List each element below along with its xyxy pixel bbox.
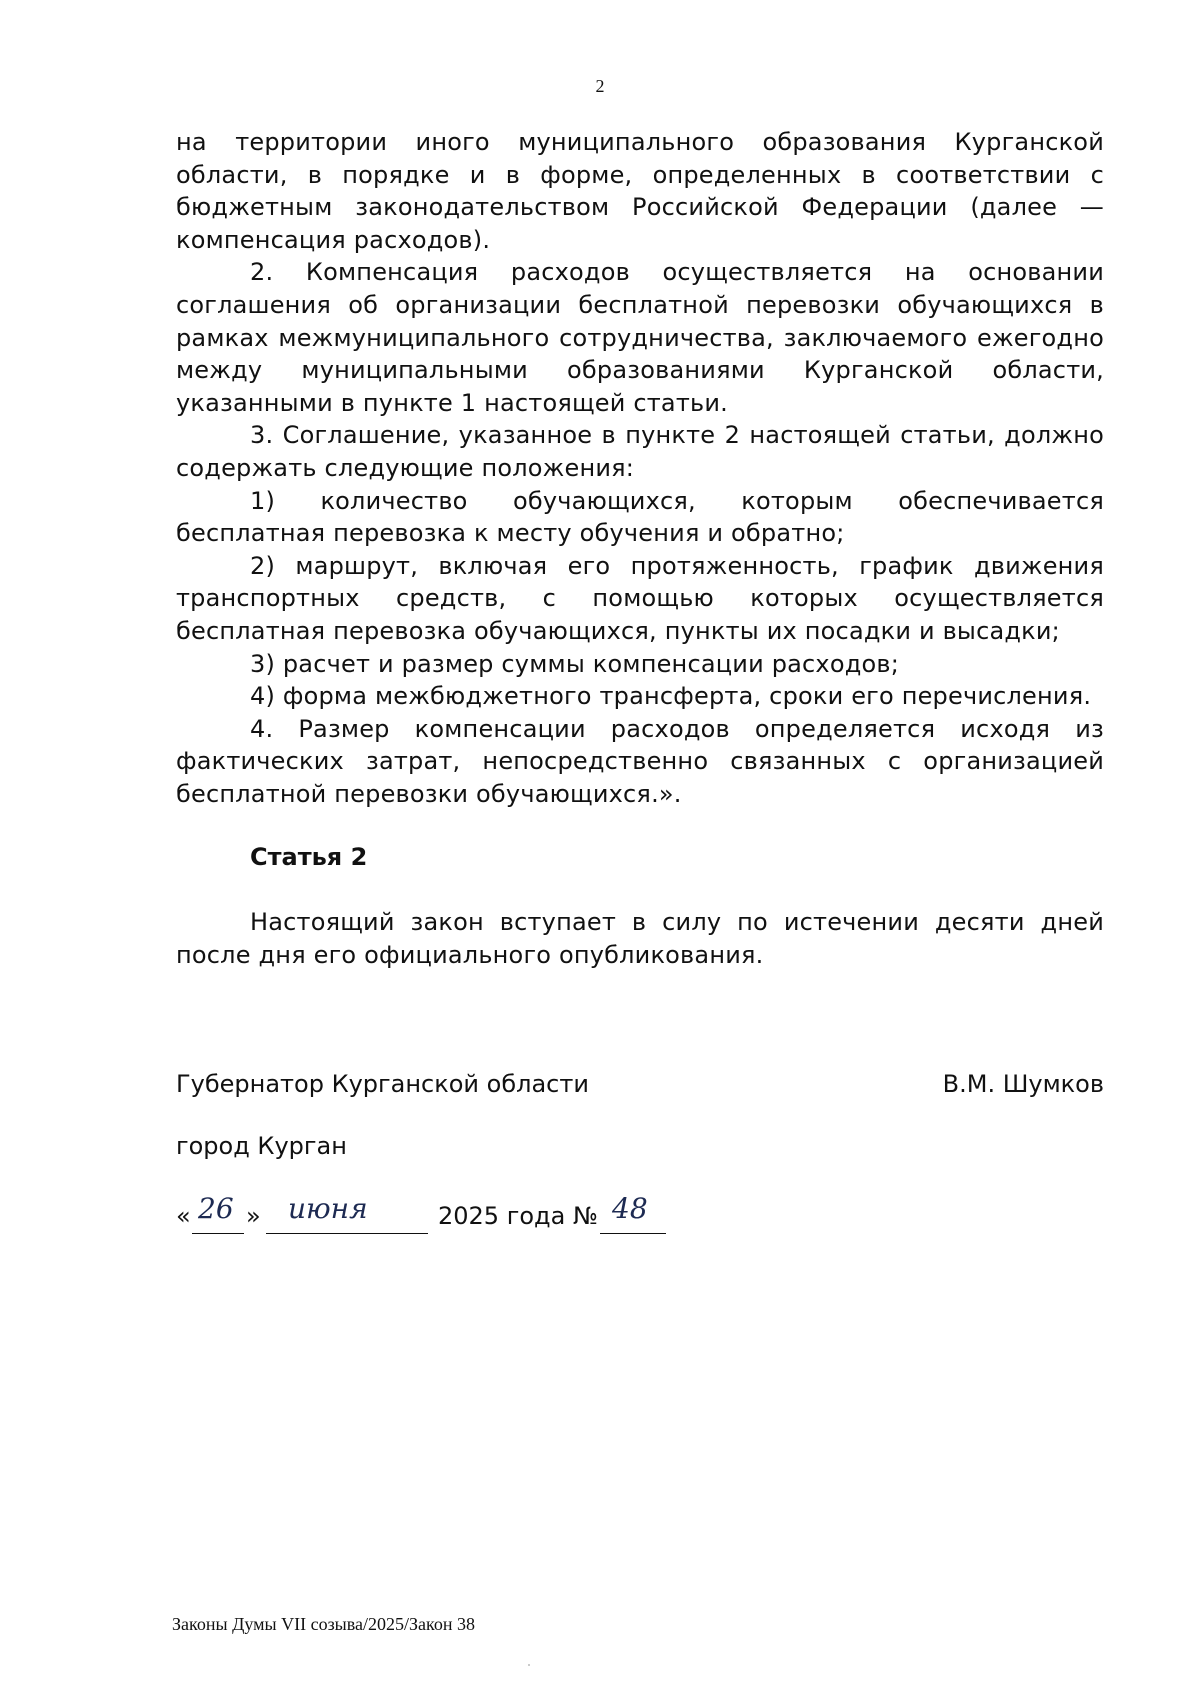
footer-reference: Законы Думы VII созыва/2025/Закон 38 [172,1614,475,1634]
month-underline [266,1233,428,1234]
article-heading: Статья 2 [250,843,368,871]
handwritten-number: 48 [612,1192,648,1225]
article-text [176,906,1104,971]
list-item: 4) форма межбюджетного трансферта, сроки его перечисления. [250,682,1092,711]
close-quote: » [246,1202,261,1230]
year-label: 2025 года № [438,1202,598,1230]
paragraph: 3. Соглашение, указанное в пункте 2 настоящей статьи, должно содержать следующие положения: [176,421,1104,482]
list-item: 1) количество обучающихся, которым обеспечивается бесплатная перевозка к месту обучения и обратно; [176,486,1104,548]
number-underline [600,1233,666,1234]
paragraph: на территории иного муниципального образования Курганской области, в порядке и в форме, определенных в соответствии с бюджетным законодательством Российской Федерации (далее — компенсация расходов). [176,128,1104,254]
open-quote: « [176,1202,191,1230]
article-1-continuation [176,126,1104,810]
handwritten-month: июня [288,1192,368,1225]
city-line: город Курган [176,1132,347,1160]
signatory-position: Губернатор Курганской области [176,1070,589,1098]
signatory-name: В.М. Шумков [942,1070,1104,1098]
day-underline [192,1233,244,1234]
handwritten-day: 26 [198,1192,234,1225]
paragraph: 4. Размер компенсации расходов определяется исходя из фактических затрат, непосредственно связанных с организацией бесплатной перевозки обучающихся.». [176,714,1104,808]
page-number: 2 [595,76,605,96]
paragraph: 2. Компенсация расходов осуществляется на основании соглашения об организации бесплатной перевозки обучающихся в рамках межмуниципального сотрудничества, заключаемого ежегодно между муниципальными образованиями Курганской области, указанными в пункте 1 настоящей статьи. [176,258,1104,417]
signature-block [176,1070,1104,1106]
scan-speck [528,1664,530,1666]
list-item: 2) маршрут, включая его протяженность, график движения транспортных средств, с помощью которых осуществляется бесплатная перевозка обучающихся, пункты их посадки и высадки; [176,551,1104,645]
list-item: 3) расчет и размер суммы компенсации расходов; [250,649,900,678]
paragraph: Настоящий закон вступает в силу по истечении десяти дней после дня его официального опубликования. [176,908,1104,969]
date-line [176,1190,736,1240]
